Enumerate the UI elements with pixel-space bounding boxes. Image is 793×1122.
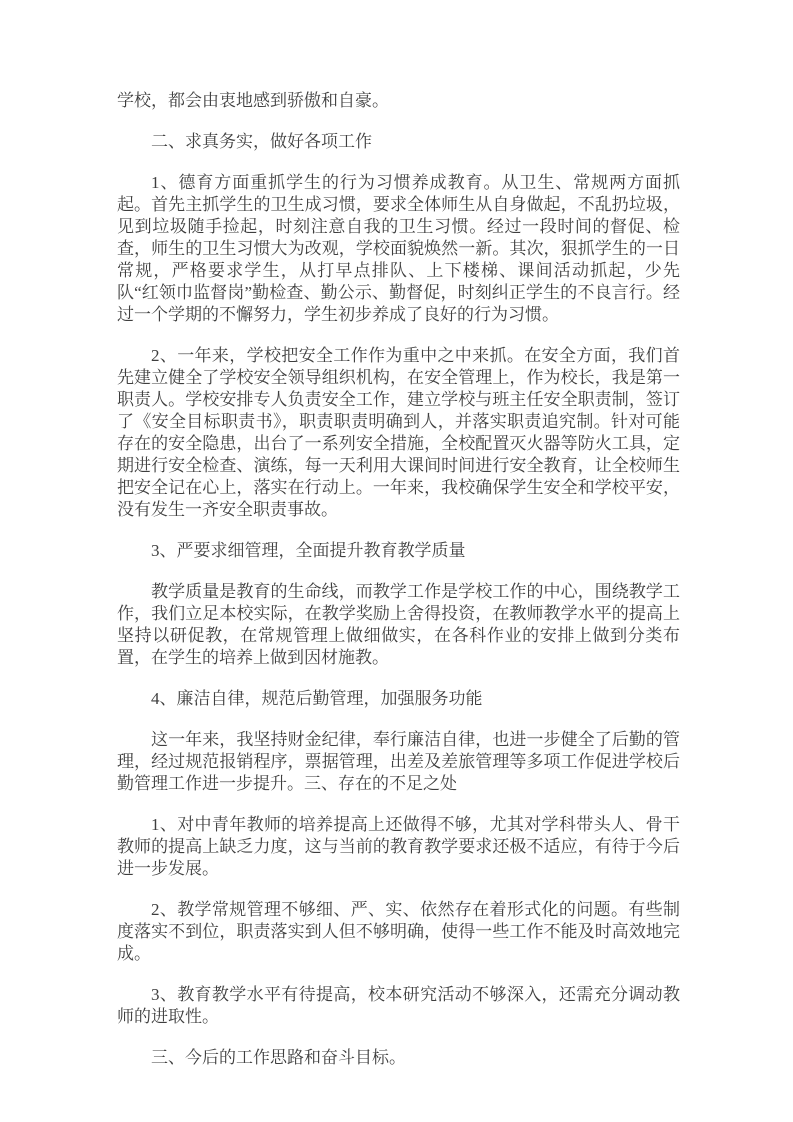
sub-heading: 3、严要求细管理，全面提升教育教学质量 (151, 541, 466, 560)
paragraph: 教学质量是教育的生命线，而教学工作是学校工作的中心，围绕教学工作，我们立足本校实际，在教学奖励上舍得投资，在教师教学水平的提高上坚持以研促教，在常规管理上做细做实，在各科作业的安排上做到分类布置，在学生的培养上做到因材施教。 (117, 582, 680, 667)
paragraph: 1、对中青年教师的培养提高上还做得不够，尤其对学科带头人、骨干教师的提高上缺乏力度，这与当前的教育教学要求还极不适应，有待于今后进一步发展。 (117, 815, 680, 878)
section-heading: 二、求真务实，做好各项工作 (151, 132, 372, 151)
section-heading: 三、今后的工作思路和奋斗目标。 (151, 1048, 406, 1067)
paragraph: 这一年来，我坚持财金纪律，奉行廉洁自律，也进一步健全了后勤的管理，经过规范报销程序，票据管理，出差及差旅管理等多项工作促进学校后勤管理工作进一步提升。三、存在的不足之处 (117, 730, 680, 793)
paragraph-continuation: 学校，都会由衷地感到骄傲和自豪。 (117, 91, 389, 110)
paragraph: 2、一年来，学校把安全工作作为重中之中来抓。在安全方面，我们首先建立健全了学校安全领导组织机构，在安全管理上，作为校长，我是第一职责人。学校安排专人负责安全工作，建立学校与班主任安全职责制，签订了《安全目标职责书》，职责职责明确到人，并落实职责追究制。针对可能存在的安全隐患，出台了一系列安全措施，全校配置灭火器等防火工具，定期进行安全检查、演练，每一天利用大课间时间进行安全教育，让全校师生把安全记在心上，落实在行动上。一年来，我校确保学生安全和学校平安，没有发生一齐安全职责事故。 (117, 346, 680, 519)
sub-heading: 4、廉洁自律，规范后勤管理，加强服务功能 (151, 689, 483, 708)
paragraph: 1、德育方面重抓学生的行为习惯养成教育。从卫生、常规两方面抓起。首先主抓学生的卫生成习惯，要求全体师生从自身做起，不乱扔垃圾，见到垃圾随手捡起，时刻注意自我的卫生习惯。经过一段时间的督促、检查，师生的卫生习惯大为改观，学校面貌焕然一新。其次，狠抓学生的一日常规，严格要求学生，从打早点排队、上下楼梯、课间活动抓起，少先队“红领巾监督岗”勤检查、勤公示、勤督促，时刻纠正学生的不良言行。经过一个学期的不懈努力，学生初步养成了良好的行为习惯。 (117, 173, 680, 324)
paragraph: 2、教学常规管理不够细、严、实、依然存在着形式化的问题。有些制度落实不到位，职责落实到人但不够明确，使得一些工作不能及时高效地完成。 (117, 900, 680, 963)
paragraph: 3、教育教学水平有待提高，校本研究活动不够深入，还需充分调动教师的进取性。 (117, 985, 680, 1026)
